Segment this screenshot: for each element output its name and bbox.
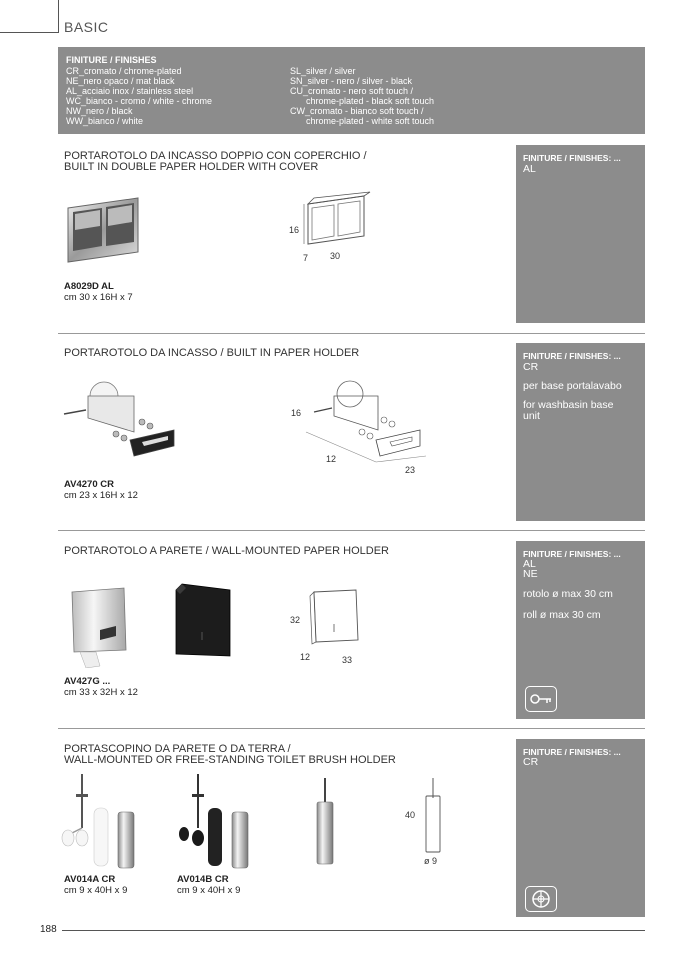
finish-code: AL: [523, 163, 536, 175]
finish-item: WC_bianco - cromo / white - chrome: [66, 96, 213, 106]
finishes-legend: [58, 47, 645, 134]
product-code: AV014A CR: [64, 874, 116, 885]
toilet-brush-holder-a-photo: [56, 772, 144, 876]
sidebar-heading: FINITURE / FINISHES: ...: [523, 549, 621, 559]
dimension-label: 23: [405, 465, 416, 475]
finishes-sidebar: [516, 343, 645, 521]
finish-item: AL_acciaio inox / stainless steel: [66, 86, 194, 96]
product-code: AV427G ...: [64, 676, 111, 687]
finish-item: chrome-plated - white soft touch: [306, 116, 435, 126]
product-code: AV014B CR: [177, 874, 229, 885]
footer-line: [62, 930, 645, 931]
built-in-paper-holder-exploded-photo: [62, 376, 180, 458]
sidebar-note: roll ø max 30 cm: [523, 609, 601, 621]
dimension-label: 16: [289, 225, 300, 235]
finish-item: NW_nero / black: [66, 106, 133, 116]
dimension-label: 12: [326, 454, 337, 464]
section-title: PORTAROTOLO A PARETE / WALL-MOUNTED PAPER HOLDER: [64, 545, 389, 557]
dimension-label: 7: [303, 253, 309, 263]
sidebar-note: per base portalavabo: [523, 380, 622, 392]
finish-item: chrome-plated - black soft touch: [306, 96, 435, 106]
finish-item: NE_nero opaco / mat black: [66, 76, 175, 86]
finish-code: AL: [523, 558, 536, 570]
finish-item: SN_silver - nero / silver - black: [290, 76, 413, 86]
dimension-label: ø 9: [424, 856, 438, 866]
sidebar-heading: FINITURE / FINISHES: ...: [523, 747, 621, 757]
floor-brush-holder-drawing: [420, 776, 446, 856]
finish-item: SL_silver / silver: [290, 66, 356, 76]
sidebar-note: for washbasin base: [523, 399, 614, 411]
toilet-brush-holder-b-photo: [174, 772, 254, 876]
dimension-label: 40: [405, 810, 416, 820]
product-code: A8029D AL: [64, 281, 114, 292]
finish-code: NE: [523, 568, 538, 580]
section-title: PORTAROTOLO DA INCASSO DOPPIO CON COPERCHIO / BUILT IN DOUBLE PAPER HOLDER WITH COVER: [64, 150, 367, 173]
wall-paper-holder-drawing: [304, 586, 364, 648]
product-dimensions: cm 33 x 32H x 12: [64, 687, 138, 698]
finish-code: CR: [523, 756, 539, 768]
product-dimensions: cm 30 x 16H x 7: [64, 292, 133, 303]
finish-item: WW_bianco / white: [66, 116, 144, 126]
header-bracket: [0, 0, 59, 33]
key-icon: [525, 686, 557, 712]
wall-paper-holder-black-photo: [172, 580, 238, 660]
page-header-title: BASIC: [64, 19, 109, 35]
product-dimensions: cm 9 x 40H x 9: [64, 885, 128, 896]
finish-item: CR_cromato / chrome-plated: [66, 66, 182, 76]
dimension-label: 12: [300, 652, 311, 662]
sidebar-note: rotolo ø max 30 cm: [523, 588, 613, 600]
product-dimensions: cm 9 x 40H x 9: [177, 885, 241, 896]
floor-mount-icon: [525, 886, 557, 912]
wall-paper-holder-chrome-photo: [66, 586, 136, 668]
product-dimensions: cm 23 x 16H x 12: [64, 490, 138, 501]
dimension-label: 16: [291, 408, 302, 418]
dimension-label: 32: [290, 615, 301, 625]
double-paper-holder-photo: [64, 196, 142, 264]
section-title: PORTASCOPINO DA PARETE O DA TERRA / WALL-MOUNTED OR FREE-STANDING TOILET BRUSH HOLDER: [64, 743, 396, 766]
finishes-col2: [290, 66, 590, 126]
section-divider: [58, 530, 645, 531]
sidebar-note: unit: [523, 410, 540, 422]
floor-brush-holder-photo: [312, 776, 338, 868]
finishes-sidebar: [516, 541, 645, 719]
dimension-label: 30: [330, 251, 341, 261]
finish-item: CU_cromato - nero soft touch /: [290, 86, 414, 96]
built-in-paper-holder-drawing: [300, 376, 430, 476]
section-divider: [58, 333, 645, 334]
finishes-sidebar: [516, 145, 645, 323]
finishes-sidebar: [516, 739, 645, 917]
finish-item: CW_cromato - bianco soft touch /: [290, 106, 424, 116]
finishes-col1: [66, 66, 286, 126]
finish-code: CR: [523, 361, 539, 373]
dimension-label: 33: [342, 655, 353, 665]
sidebar-heading: FINITURE / FINISHES: ...: [523, 153, 621, 163]
sidebar-heading: FINITURE / FINISHES: ...: [523, 351, 621, 361]
page-number: 188: [40, 924, 57, 935]
section-divider: [58, 728, 645, 729]
finishes-heading: FINITURE / FINISHES: [66, 55, 157, 65]
section-title: PORTAROTOLO DA INCASSO / BUILT IN PAPER HOLDER: [64, 347, 360, 359]
product-code: AV4270 CR: [64, 479, 114, 490]
